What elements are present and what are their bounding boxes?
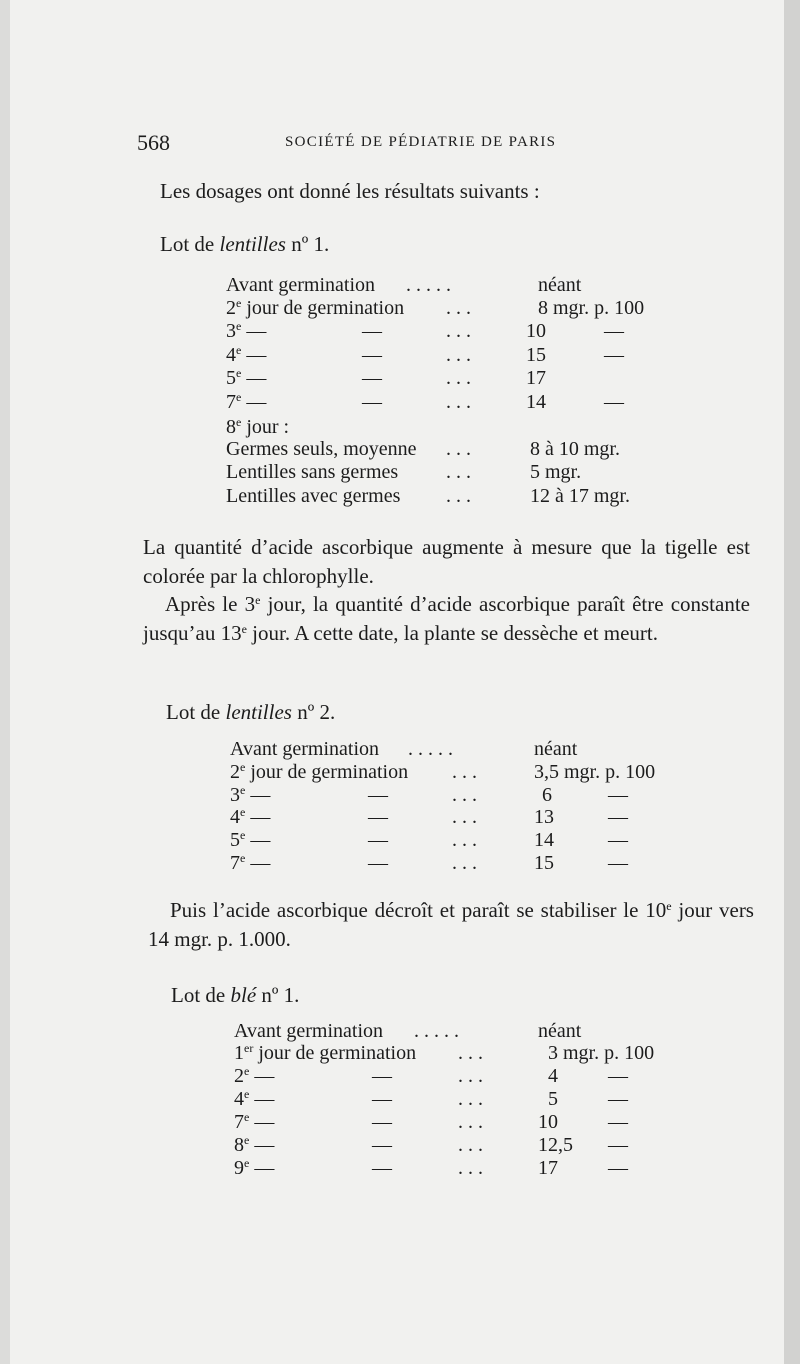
p2-text-c: jour. A cette date, la plante se dessèche et meurt. — [246, 621, 659, 645]
row-desc: jour de germination — [241, 297, 405, 319]
row-value: 10 — [538, 1111, 558, 1133]
p2-text-b: jour, la quantité d’acide ascorbique paraît être constante jusqu’au 13 — [143, 592, 750, 645]
row-dots: . . . — [446, 461, 471, 483]
row-value: 15 — [534, 852, 554, 874]
lot2-label — [166, 700, 335, 725]
row-sup: e — [236, 390, 242, 404]
page-number: 568 — [137, 130, 170, 155]
right-page-edge — [784, 0, 800, 1364]
row-dots: . . . — [446, 320, 471, 342]
row-desc: — — [241, 391, 267, 413]
row-label: Germes seuls, moyenne — [226, 438, 417, 460]
row-sup: e — [240, 805, 246, 819]
row-day: 7 — [234, 1111, 244, 1133]
row-day: 9 — [234, 1157, 244, 1179]
p2-sup: e — [255, 593, 261, 607]
row-day: 3 — [226, 320, 236, 342]
row-value: 3,5 mgr. p. 100 — [534, 761, 656, 783]
paragraph-2 — [143, 590, 750, 648]
row-label: Avant germination — [230, 738, 380, 760]
row-dash: — — [362, 344, 382, 366]
running-head: SOCIÉTÉ DE PÉDIATRIE DE PARIS — [285, 134, 557, 150]
row-value: 15 — [526, 344, 546, 366]
row-dots: . . . — [452, 806, 477, 828]
row-value: 8 à 10 mgr. — [530, 438, 620, 460]
row-dots: . . . — [452, 761, 477, 783]
row-label: Avant germination — [234, 1020, 384, 1042]
row-dash: — — [372, 1065, 392, 1087]
row-value: 12,5 — [538, 1134, 573, 1156]
row-day: 5 — [226, 367, 236, 389]
row-dash: — — [368, 829, 388, 851]
row-unit: — — [608, 829, 628, 851]
row-dash: — — [368, 806, 388, 828]
p3-text-a: Puis l’acide ascorbique décroît et paraît se stabiliser le 10 — [170, 898, 667, 922]
p3-text-b: jour vers 14 mgr. p. 1.000. — [148, 898, 754, 951]
row-dots: . . . — [446, 485, 471, 507]
lot1-label — [160, 232, 329, 257]
row-desc: — — [249, 1157, 275, 1179]
row-day: 7 — [230, 852, 240, 874]
row-value: 8 mgr. p. 100 — [538, 297, 645, 319]
row-dots: . . . — [458, 1111, 483, 1133]
row-sup: e — [244, 1087, 250, 1101]
row-label: Lentilles avec germes — [226, 485, 401, 507]
row-unit: — — [608, 852, 628, 874]
row-day: 7 — [226, 391, 236, 413]
row-dots: . . . — [452, 784, 477, 806]
left-page-edge — [0, 0, 10, 1364]
p2-text-a: Après le 3 — [165, 592, 256, 616]
row-day: 4 — [234, 1088, 244, 1110]
row-dots: . . . — [446, 438, 471, 460]
row-dash: — — [362, 367, 382, 389]
row-desc: — — [241, 320, 267, 342]
row-dots: . . . — [446, 367, 471, 389]
row-desc: — — [245, 829, 271, 851]
row-dash: — — [372, 1157, 392, 1179]
lot1-label-post: nº 1. — [285, 232, 330, 256]
row-desc: — — [249, 1088, 275, 1110]
row-desc: — — [245, 806, 271, 828]
row-value: néant — [538, 1020, 582, 1042]
row-unit: — — [608, 1088, 628, 1110]
row-dash: — — [362, 391, 382, 413]
row-dots: . . . . . — [414, 1020, 459, 1042]
page-header — [137, 130, 607, 160]
lot2-label-post: nº 2. — [291, 700, 336, 724]
row-unit: — — [608, 1065, 628, 1087]
row-desc: — — [249, 1134, 275, 1156]
row-sup: e — [240, 760, 246, 774]
row-value: 4 — [548, 1065, 558, 1087]
row-day: 1 — [234, 1042, 244, 1064]
row-sup: e — [236, 343, 242, 357]
row-unit: — — [608, 1157, 628, 1179]
row-value: 14 — [534, 829, 554, 851]
row-day: 2 — [230, 761, 240, 783]
row-desc: — — [245, 784, 271, 806]
row-value: 17 — [538, 1157, 558, 1179]
row-sup: e — [244, 1133, 250, 1147]
row-day: 4 — [230, 806, 240, 828]
intro-text: Les dosages ont donné les résultats suivants : — [160, 179, 540, 203]
lot3-label-post: nº 1. — [256, 983, 300, 1007]
row-sup: e — [236, 319, 242, 333]
row-value: néant — [538, 274, 582, 296]
row-day: 2 — [234, 1065, 244, 1087]
row-value: 10 — [526, 320, 546, 342]
row-desc: — — [241, 367, 267, 389]
row-dots: . . . . . — [408, 738, 453, 760]
lot2-label-pre: Lot de — [166, 700, 226, 724]
row-dots: . . . — [458, 1134, 483, 1156]
row-value: 14 — [526, 391, 546, 413]
row-value: 5 — [548, 1088, 558, 1110]
row-sup: er — [244, 1041, 254, 1055]
row-unit: — — [604, 391, 624, 413]
lot1-label-pre: Lot de — [160, 232, 220, 256]
row-value: 17 — [526, 367, 546, 389]
row-unit: — — [608, 806, 628, 828]
row-unit: — — [604, 344, 624, 366]
row-unit: — — [608, 1111, 628, 1133]
row-sup: e — [244, 1110, 250, 1124]
lot2-label-em: lentilles — [225, 700, 292, 724]
row-dash: — — [368, 852, 388, 874]
row-unit: — — [608, 1134, 628, 1156]
row-day: 2 — [226, 297, 236, 319]
lot1-label-em: lentilles — [219, 232, 286, 256]
row-day: 8 — [234, 1134, 244, 1156]
row-dots: . . . — [446, 297, 471, 319]
row-desc: jour de germination — [245, 761, 409, 783]
row-desc: — — [249, 1111, 275, 1133]
row-sup: e — [244, 1064, 250, 1078]
row-desc: — — [241, 344, 267, 366]
lot3-label-pre: Lot de — [171, 983, 231, 1007]
row-sup: e — [236, 296, 242, 310]
row-dots: . . . — [446, 344, 471, 366]
row-day: 5 — [230, 829, 240, 851]
row-sup: e — [240, 851, 246, 865]
row-dash: — — [362, 320, 382, 342]
row-value: néant — [534, 738, 578, 760]
row-value: 13 — [534, 806, 554, 828]
row-sup: e — [240, 828, 246, 842]
p3-sup: e — [666, 899, 672, 913]
row-value: 12 à 17 mgr. — [530, 485, 630, 507]
row-day: 4 — [226, 344, 236, 366]
row-dots: . . . — [446, 391, 471, 413]
row-sup: e — [240, 783, 246, 797]
row-desc: jour : — [241, 416, 290, 438]
row-dash: — — [372, 1111, 392, 1133]
row-label: Avant germination — [226, 274, 376, 296]
row-dash: — — [372, 1134, 392, 1156]
row-value: 6 — [542, 784, 552, 806]
row-sup: e — [236, 415, 242, 429]
row-dots: . . . — [452, 829, 477, 851]
p2-sup2: e — [241, 622, 247, 636]
row-dots: . . . — [458, 1088, 483, 1110]
row-day: 3 — [230, 784, 240, 806]
row-dash: — — [368, 784, 388, 806]
lot3-label — [171, 983, 299, 1008]
row-day: 8 — [226, 416, 236, 438]
row-dots: . . . — [452, 852, 477, 874]
paragraph-3 — [148, 896, 754, 954]
row-sup: e — [244, 1156, 250, 1170]
row-value: 3 mgr. p. 100 — [548, 1042, 655, 1064]
row-sup: e — [236, 366, 242, 380]
row-dots: . . . — [458, 1157, 483, 1179]
row-label: Lentilles sans germes — [226, 461, 399, 483]
row-dots: . . . — [458, 1042, 483, 1064]
lot3-label-em: blé — [230, 983, 257, 1007]
row-dots: . . . — [458, 1065, 483, 1087]
row-desc: — — [249, 1065, 275, 1087]
row-dash: — — [372, 1088, 392, 1110]
paragraph-1: La quantité d’acide ascorbique augmente à mesure que la tigelle est colorée par la chlorophylle. — [143, 535, 750, 588]
row-unit: — — [604, 320, 624, 342]
row-unit: — — [608, 784, 628, 806]
row-desc: — — [245, 852, 271, 874]
row-value: 5 mgr. — [530, 461, 582, 483]
row-dots: . . . . . — [406, 274, 451, 296]
row-desc: jour de germination — [253, 1042, 417, 1064]
